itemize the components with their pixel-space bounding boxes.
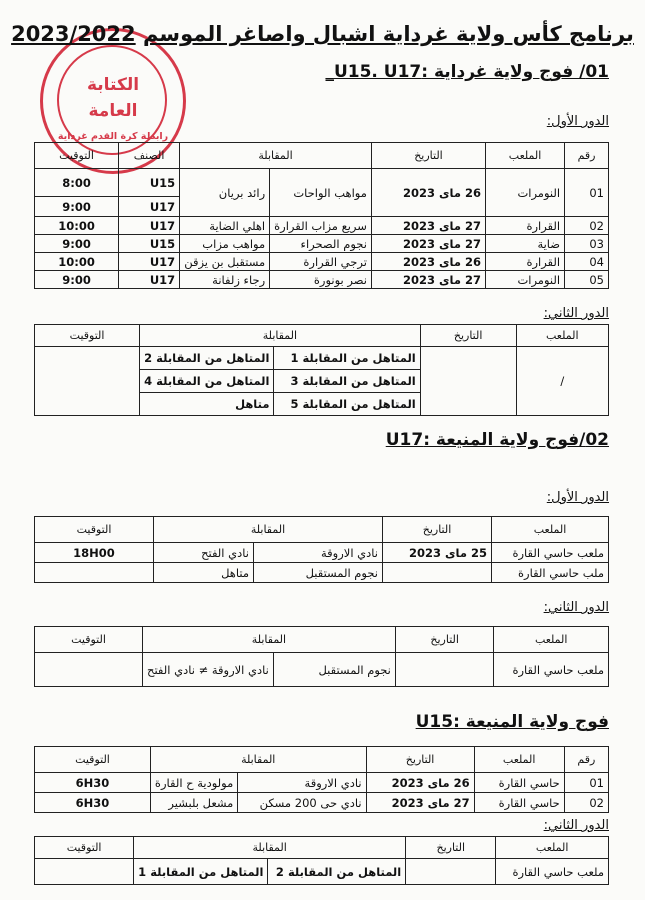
cell-away: المتاهل من المقابلة 1 [134, 859, 268, 885]
title-season: 2023/2022 [11, 22, 136, 46]
cell-time: 18H00 [35, 543, 154, 563]
cell-stadium: القرارة [486, 253, 565, 271]
table-row [35, 563, 609, 583]
cell-away: نادي الفتح [154, 543, 254, 563]
table-mn-u15-round2 [34, 836, 609, 885]
cell-date: 26 ماى 2023 [371, 253, 485, 271]
col-stadium: الملعب [492, 517, 609, 543]
cell-match-a: المتاهل من المقابلة 1 [274, 347, 420, 370]
cell-category: U17 [119, 271, 180, 289]
table-header-row [35, 325, 609, 347]
cell-time: 9:00 [35, 197, 119, 217]
table-row [35, 543, 609, 563]
cell-match-b: المتاهل من المقابلة 2 [140, 347, 274, 370]
cell-number: 02 [565, 217, 609, 235]
t3-round: الدور الأول: [546, 490, 609, 505]
table-row [35, 793, 609, 813]
cell-stadium: ملعب حاسي القارة [496, 859, 609, 885]
col-date: التاريخ [366, 747, 474, 773]
table-mn-u17-round1 [34, 516, 609, 583]
col-number: رقم [565, 143, 609, 169]
cell-number: 01 [564, 773, 608, 793]
page-title [0, 22, 645, 46]
cell-stadium: حاسي القارة [474, 793, 564, 813]
cell-number: 01 [565, 169, 609, 217]
cell-home: نادي الاروقة [238, 773, 366, 793]
col-time: التوقيت [35, 517, 154, 543]
table-gh-round2 [34, 324, 609, 416]
cell-time [35, 653, 143, 687]
cell-date [383, 563, 492, 583]
cell-away: مشعل بلبشير [150, 793, 237, 813]
col-time: التوقيت [35, 325, 140, 347]
cell-home: نصر بونورة [270, 271, 372, 289]
col-date: التاريخ [371, 143, 485, 169]
table-header-row [35, 837, 609, 859]
col-time: التوقيت [35, 143, 119, 169]
cell-category: U15 [119, 235, 180, 253]
table-row [35, 217, 609, 235]
cell-stadium: القرارة [486, 217, 565, 235]
t4-round: الدور الثاني: [543, 600, 609, 615]
cell-time [35, 859, 134, 885]
cell-away: نادي الاروقة ≠ نادي الفتح [143, 653, 274, 687]
col-stadium: الملعب [516, 325, 608, 347]
cell-stadium: ملب حاسي القارة [492, 563, 609, 583]
table-row [35, 271, 609, 289]
col-date: التاريخ [420, 325, 516, 347]
cell-match-b: المتاهل من المقابلة 4 [140, 370, 274, 393]
cell-stadium: النومرات [486, 169, 565, 217]
cell-date: 27 ماى 2023 [366, 793, 474, 813]
cell-stadium: حاسي القارة [474, 773, 564, 793]
cell-home: مواهب الواحات [270, 169, 372, 217]
table-header-row [35, 517, 609, 543]
table-row [35, 773, 609, 793]
table-header-row [35, 747, 609, 773]
col-date: التاريخ [406, 837, 496, 859]
cell-away: اهلي الضاية [180, 217, 270, 235]
cell-number: 05 [565, 271, 609, 289]
title-text: برنامج كأس ولاية غرداية اشبال واصاغر الموسم [142, 22, 634, 46]
col-match: المقابلة [143, 627, 396, 653]
cell-stadium: ملعب حاسي القارة [494, 653, 609, 687]
cell-time: 9:00 [35, 235, 119, 253]
col-time: التوقيت [35, 627, 143, 653]
col-match: المقابلة [140, 325, 421, 347]
cell-match-a: المتاهل من المقابلة 5 [274, 393, 420, 416]
cell-away: مستقبل بن يزقن [180, 253, 270, 271]
cell-home: نادي حى 200 مسكن [238, 793, 366, 813]
t2-round: الدور الثاني: [543, 306, 609, 321]
section-3-heading: فوج ولاية المنيعة :U15 [415, 712, 609, 732]
cell-home: نادي الاروقة [254, 543, 383, 563]
cell-time [35, 347, 140, 416]
col-match: المقابلة [134, 837, 406, 859]
cell-stadium: ملعب حاسي القارة [492, 543, 609, 563]
cell-away: مولودية ح القارة [150, 773, 237, 793]
cell-category: U17 [119, 217, 180, 235]
cell-stadium: ضاية [486, 235, 565, 253]
cell-time: 10:00 [35, 253, 119, 271]
cell-number: 04 [565, 253, 609, 271]
t1-round: الدور الأول: [546, 114, 609, 129]
table-mn-u15-round1 [34, 746, 609, 813]
table-row [35, 347, 609, 370]
col-time: التوقيت [35, 747, 151, 773]
cell-home: ترجي القرارة [270, 253, 372, 271]
stamp-line-2: العامة [88, 101, 138, 121]
cell-time: 8:00 [35, 169, 119, 197]
section-2-heading: 02/فوج ولاية المنيعة :U17 [385, 430, 609, 450]
table-row [35, 235, 609, 253]
cell-stadium: / [516, 347, 608, 416]
cell-time [35, 563, 154, 583]
cell-date: 26 ماى 2023 [366, 773, 474, 793]
cell-home: سريع مزاب القرارة [270, 217, 372, 235]
cell-category: U17 [119, 253, 180, 271]
table-row [35, 859, 609, 885]
col-match: المقابلة [150, 747, 366, 773]
table-header-row [35, 143, 609, 169]
col-date: التاريخ [383, 517, 492, 543]
cell-date: 27 ماى 2023 [371, 235, 485, 253]
cell-match-b: متاهل [140, 393, 274, 416]
cell-time: 10:00 [35, 217, 119, 235]
cell-home: نجوم المستقبل [273, 653, 395, 687]
table-mn-u17-round2 [34, 626, 609, 687]
cell-time: 6H30 [35, 793, 151, 813]
col-time: التوقيت [35, 837, 134, 859]
table-gh-round1 [34, 142, 609, 289]
col-stadium: الملعب [486, 143, 565, 169]
section-1-heading: 01/ فوج ولاية غرداية :U15. U17_ [325, 62, 609, 82]
cell-home: المتاهل من المقابلة 2 [268, 859, 406, 885]
cell-category: U15 [119, 169, 180, 197]
table-row [35, 253, 609, 271]
col-date: التاريخ [395, 627, 494, 653]
cell-number: 03 [565, 235, 609, 253]
stamp-line-3: رابطة كرة القدم غرداية [57, 131, 169, 142]
cell-number: 02 [564, 793, 608, 813]
col-stadium: الملعب [474, 747, 564, 773]
stamp-line-1: الكتابة [86, 75, 140, 95]
cell-home: نجوم المستقبل [254, 563, 383, 583]
cell-time: 6H30 [35, 773, 151, 793]
cell-date [395, 653, 494, 687]
col-stadium: الملعب [496, 837, 609, 859]
table-header-row [35, 627, 609, 653]
cell-away: مواهب مزاب [180, 235, 270, 253]
table-row [35, 169, 609, 197]
table-row [35, 653, 609, 687]
cell-away: متاهل [154, 563, 254, 583]
col-match: المقابلة [154, 517, 383, 543]
col-stadium: الملعب [494, 627, 609, 653]
cell-category: U17 [119, 197, 180, 217]
cell-date: 27 ماى 2023 [371, 271, 485, 289]
col-number: رقم [564, 747, 608, 773]
cell-away: رائد بريان [180, 169, 270, 217]
cell-date: 27 ماى 2023 [371, 217, 485, 235]
cell-match-a: المتاهل من المقابلة 3 [274, 370, 420, 393]
cell-away: رجاء زلفانة [180, 271, 270, 289]
cell-home: نجوم الصحراء [270, 235, 372, 253]
cell-date [406, 859, 496, 885]
cell-date: 26 ماى 2023 [371, 169, 485, 217]
cell-date [420, 347, 516, 416]
cell-stadium: النومرات [486, 271, 565, 289]
col-match: المقابلة [180, 143, 372, 169]
cell-date: 25 ماى 2023 [383, 543, 492, 563]
cell-time: 9:00 [35, 271, 119, 289]
t6-round: الدور الثاني: [543, 818, 609, 833]
col-category: الصنف [119, 143, 180, 169]
